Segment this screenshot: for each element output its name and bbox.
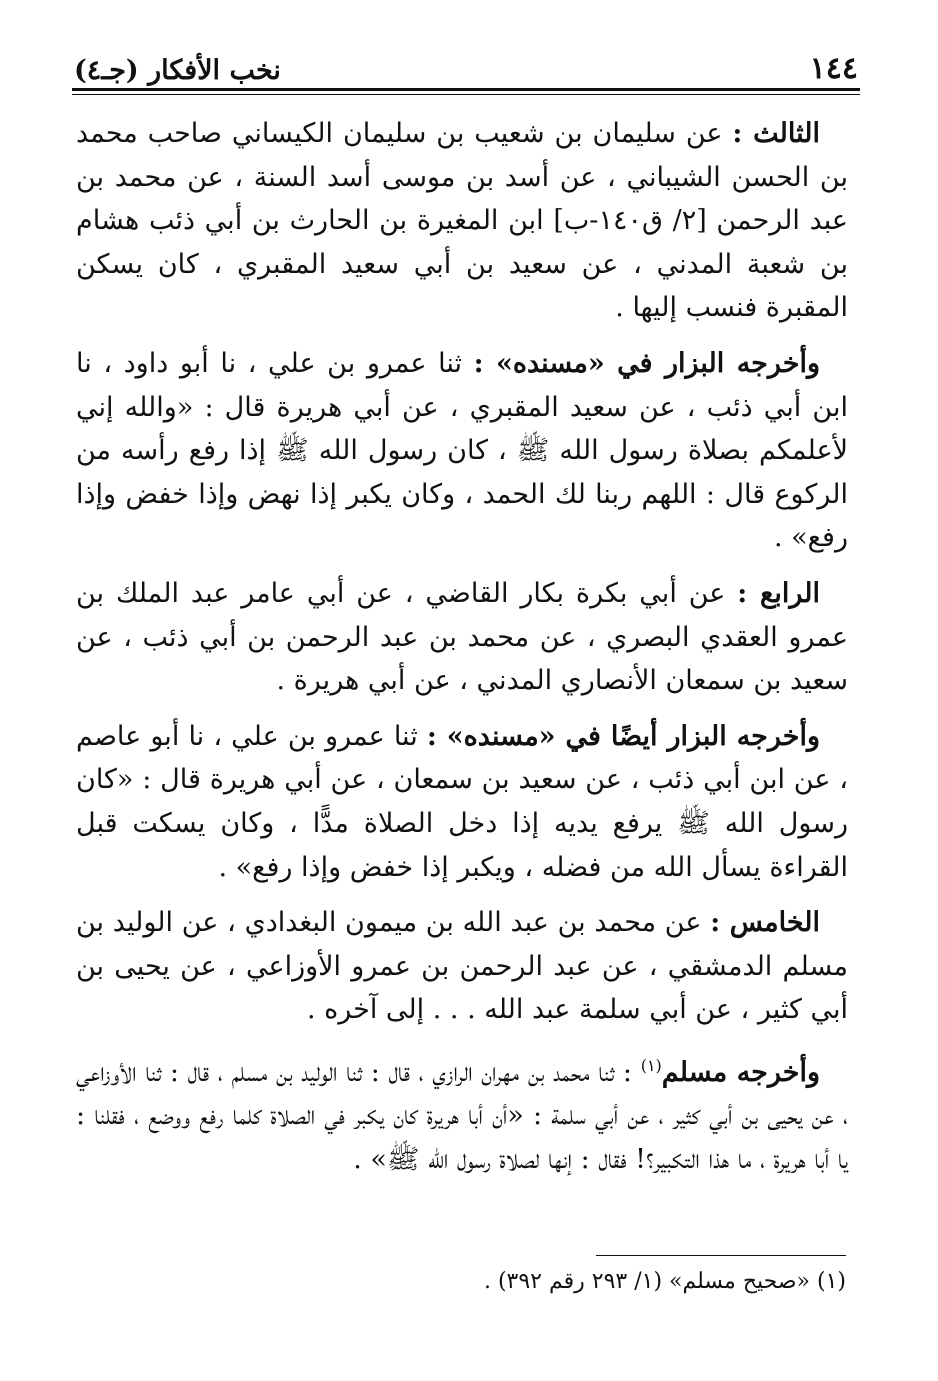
paragraph-bazzar-2 <box>76 715 848 889</box>
running-title: نخب الأفكار (جـ٤) <box>74 55 281 86</box>
main-text <box>76 112 848 1194</box>
footnote-separator <box>596 1255 846 1256</box>
paragraph-lead: وأخرجه مسلم <box>661 1056 821 1088</box>
paragraph-lead: الخامس : <box>710 907 821 939</box>
paragraph-text: ثنا عمرو بن علي ، نا أبو عاصم ، عن ابن أبي ذئب ، عن سعيد بن سمعان ، عن أبي هريرة قال : «كان رسول الله ﷺ يرفع يديه إذا دخل الصلاة مدًّا ، وكان يسكت قبل القراءة يسأل الله من فضله ، ويكبر إذا خفض وإذا رفع» . <box>76 720 848 883</box>
paragraph-text: عن سليمان بن شعيب بن سليمان الكيساني صاحب محمد بن الحسن الشيباني ، عن أسد بن موسى أسد السنة ، عن محمد بن عبد الرحمن [٢/ ق١٤٠-ب] ابن المغيرة بن الحارث بن أبي ذئب هشام بن شعبة المدني ، عن سعيد بن أبي سعيد المقبري ، كان يسكن المقبرة فنسب إليها . <box>76 118 848 324</box>
paragraph-muslim <box>76 1044 848 1182</box>
paragraph-lead: وأخرجه البزار في «مسنده» : <box>473 347 820 379</box>
header-rule-thick <box>72 88 860 91</box>
paragraph-text: عن محمد بن عبد الله بن ميمون البغدادي ، عن الوليد بن مسلم الدمشقي ، عن عبد الرحمن بن عمرو الأوزاعي ، عن يحيى بن أبي كثير ، عن أبي سلمة عبد الله . . . إلى آخره . <box>76 907 848 1026</box>
paragraph-fourth-chain <box>76 572 848 703</box>
paragraph-text: عن أبي بكرة بكار القاضي ، عن أبي عامر عبد الملك بن عمرو العقدي البصري ، عن محمد بن عبد الرحمن بن أبي ذئب ، عن سعيد بن سمعان الأنصاري المدني ، عن أبي هريرة . <box>76 577 848 697</box>
paragraph-third-chain <box>76 112 848 330</box>
paragraph-lead: وأخرجه البزار أيضًا في «مسنده» : <box>426 720 820 752</box>
page-number: ١٤٤ <box>809 51 858 86</box>
footnote: (١) «صحيح مسلم» (١/ ٢٩٣ رقم ٣٩٢) . <box>483 1269 846 1294</box>
page-header <box>74 40 858 86</box>
footnote-marker: (١) <box>640 1055 662 1075</box>
paragraph-bazzar-1 <box>76 342 848 560</box>
paragraph-text: ثنا عمرو بن علي ، نا أبو داود ، نا ابن أبي ذئب ، عن سعيد المقبري ، عن أبي هريرة قال : «والله إني لأعلمكم بصلاة رسول الله ﷺ ، كان رسول الله ﷺ إذا رفع رأسه من الركوع قال : اللهم ربنا لك الحمد ، وكان يكبر إذا نهض وإذا خفض وإذا رفع» . <box>76 347 848 554</box>
paragraph-lead: الثالث : <box>732 118 820 149</box>
paragraph-text: : ثنا محمد بن مهران الرازي ، قال : ثنا الوليد بن مسلم ، قال : ثنا الأوزاعي ، عن يحيى بن أبي كثير ، عن أبي سلمة : «أن أبا هريرة كان يكبر في الصلاة كلما رفع ووضع ، فقلنا : يا أبا هريرة ، ما هذا التكبير؟! فقال : إنها لصلاة رسول الله ﷺ» . <box>76 1056 848 1176</box>
paragraph-lead: الرابع : <box>737 577 820 609</box>
header-rule-thin <box>72 94 860 95</box>
paragraph-fifth-chain <box>76 901 848 1032</box>
